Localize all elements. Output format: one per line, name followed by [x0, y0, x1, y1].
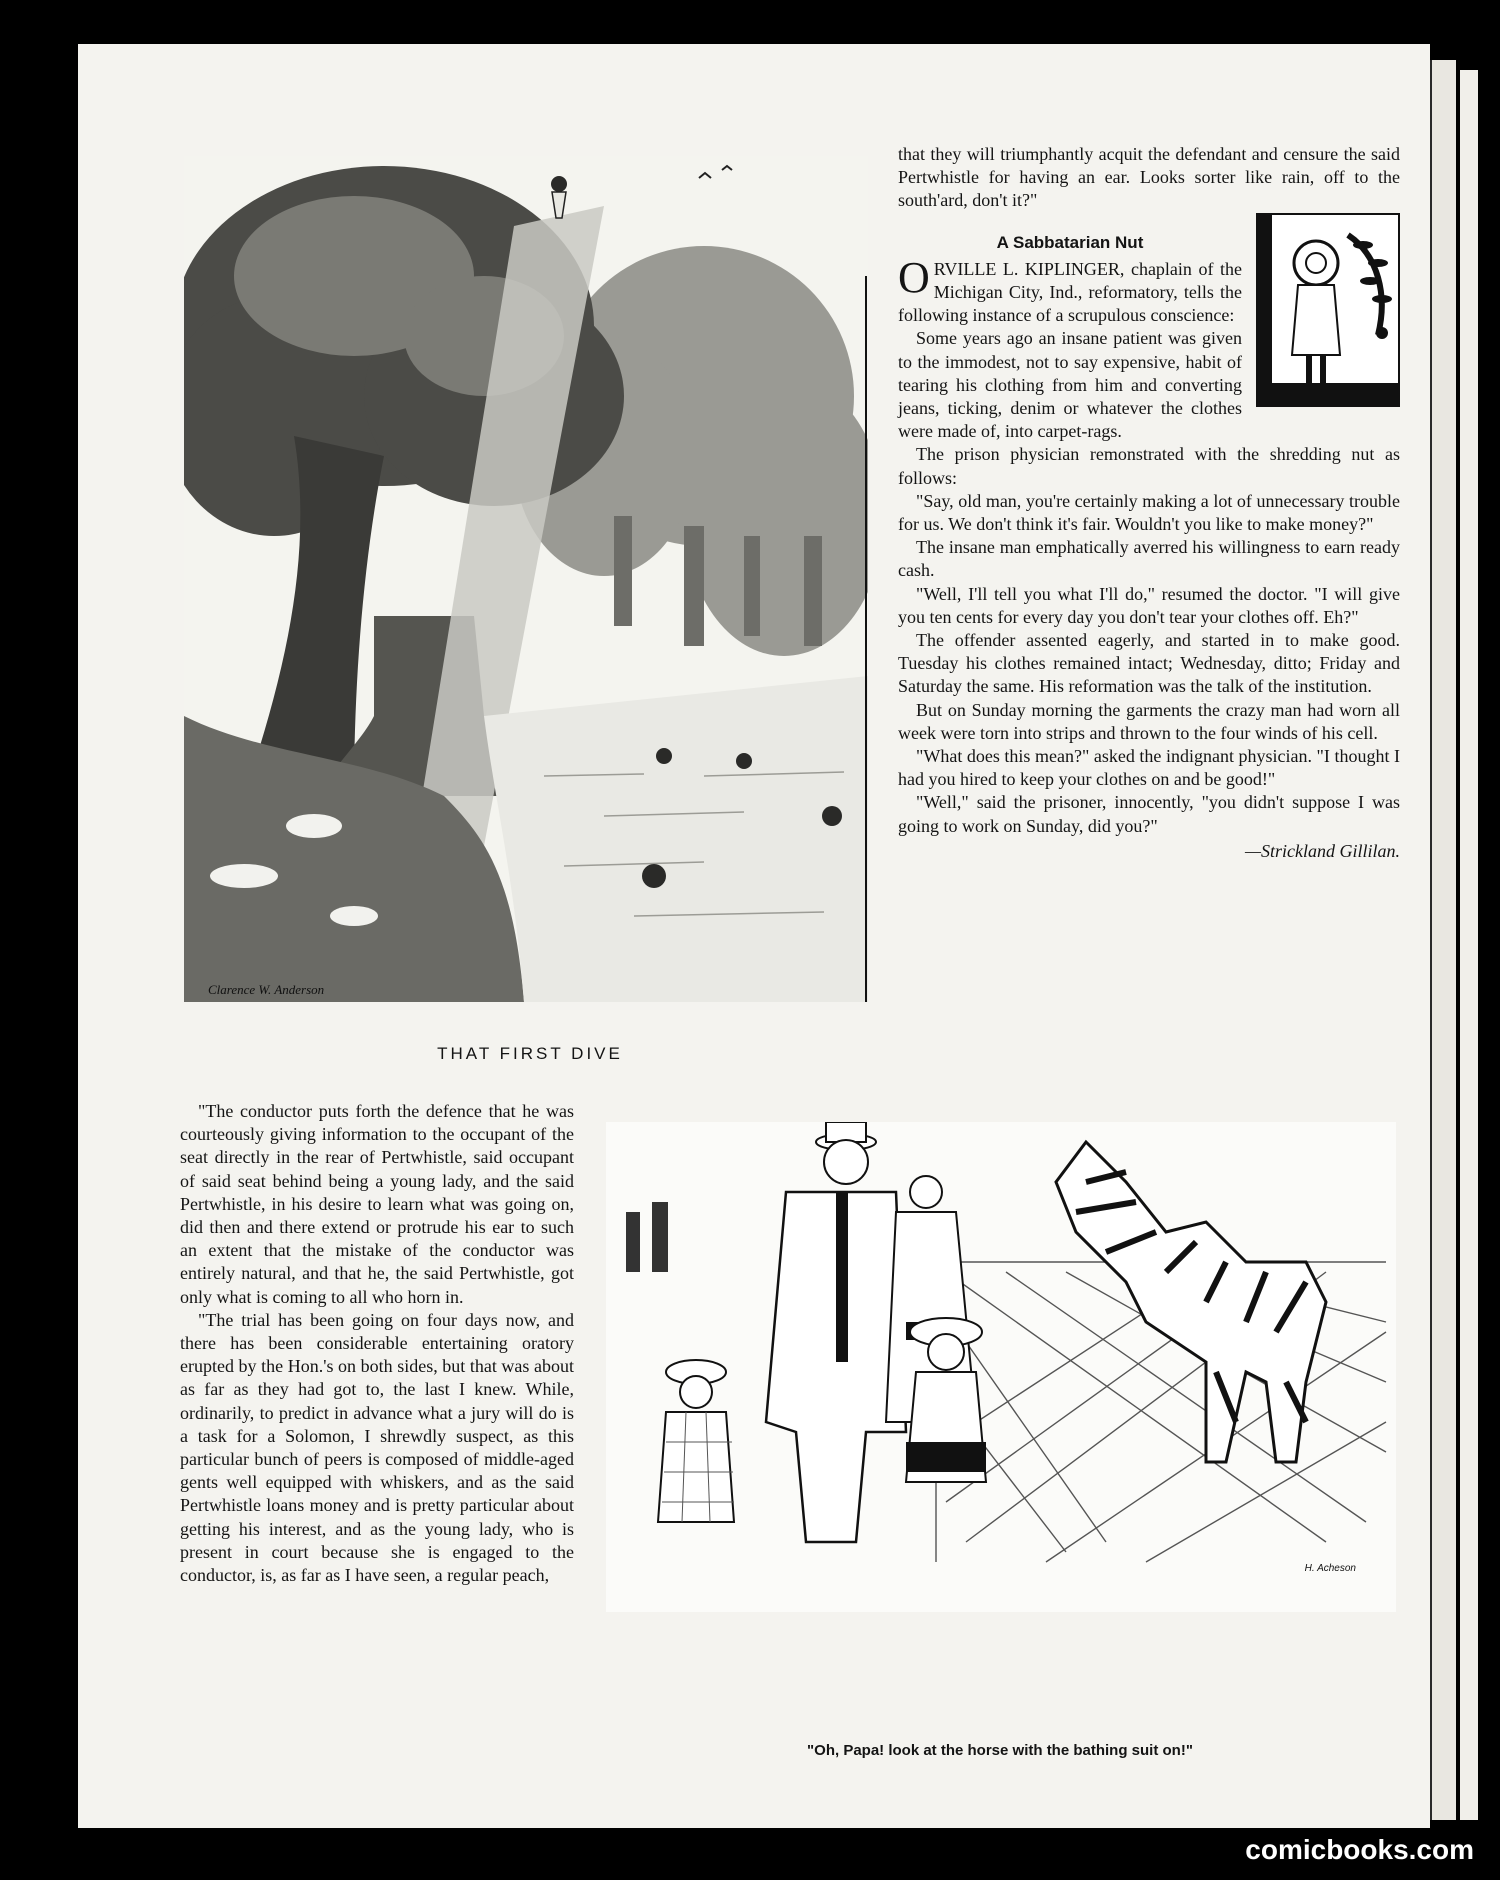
caption-that-first-dive: THAT FIRST DIVE [437, 1044, 623, 1063]
article-heading: A Sabbatarian Nut [996, 232, 1144, 252]
illustration-zebra-cartoon [606, 1122, 1396, 1612]
continued-text: that they will triumphantly acquit the defendant and censure the said Pertwhistle for having an ear. Looks sorter like rain, off to the south'ard, don't it?" [898, 144, 1400, 211]
drop-cap: O [898, 252, 930, 302]
article-paragraph: "Well," said the prisoner, innocently, "you didn't suppose I was going to work on Sunday, did you?" [898, 792, 1400, 836]
article-paragraph: ORVILLE L. KIPLINGER, chaplain of the Michigan City, Ind., reformatory, tells the following instance of a scrupulous conscience: [898, 252, 1242, 326]
article-paragraph: "The trial has been going on four days now, and there has been considerable entertaining oratory erupted by the Hon.'s on both sides, but that was about as far as they had got to, the last I knew. While, ordinarily, to predict in advance what a jury will do is a task for a Solomon, I shrewdly suspect, as this particular bunch of peers is composed of middle-aged gents well equipped with whiskers, and as the said Pertwhistle loans money and is pretty particular about getting his interest, and as the young lady, who is present in court because she is engaged to the conductor, is, as far as I have seen, a regular peach, [180, 1309, 574, 1586]
page-spine-edge [1430, 60, 1456, 1820]
article-paragraph: "The conductor puts forth the defence that he was courteously giving information to the occupant of the seat directly in the rear of Pertwhistle, said occupant of said seat behind being a young lady, and the said Pertwhistle, in his desire to learn what was going on, did then and there extend or protrude his ear to such an extent that the mistake of the conductor was entirely natural, and that he, the said Pertwhistle, got only what is coming to all who horn in. [180, 1101, 574, 1307]
article-paragraph: "Say, old man, you're certainly making a lot of unnecessary trouble for us. We don't think it's fair. Wouldn't you like to make money?" [898, 490, 1400, 535]
left-article-column [180, 1100, 574, 1587]
illustration-signature: Clarence W. Anderson [208, 982, 325, 997]
article-paragraph: "What does this mean?" asked the indignant physician. "I thought I had you hired to keep your clothes on and be good!" [898, 746, 1400, 790]
illustration-that-first-dive [184, 156, 868, 1002]
right-article-column [898, 143, 1400, 863]
cartoon-signature: H. Acheson [1304, 1563, 1356, 1574]
watermark: comicbooks.com [1245, 1834, 1474, 1865]
inset-illustration-sunflower-figure [1256, 213, 1400, 407]
author-signature: —Strickland Gillilan. [1245, 840, 1400, 861]
article-paragraph: "Well, I'll tell you what I'll do," resumed the doctor. "I will give you ten cents for every day you don't tear your clothes off. Eh?" [898, 583, 1400, 627]
next-page-edge [1460, 70, 1478, 1820]
article-paragraph: The offender assented eagerly, and started in to make good. Tuesday his clothes remained intact; Wednesday, ditto; Friday and Saturday the same. His reformation was the talk of the institution. [898, 630, 1400, 697]
article-paragraph: The prison physician remonstrated with the shredding nut as follows: [898, 444, 1400, 488]
article-paragraph: The insane man emphatically averred his willingness to earn ready cash. [898, 537, 1400, 581]
article-paragraph: Some years ago an insane patient was given to the immodest, not to say expensive, habit of tearing his clothing from him and converting jeans, ticking, denim or whatever the clothes were made of, into carpet-rags. [898, 328, 1242, 442]
caption-zebra-cartoon: "Oh, Papa! look at the horse with the bathing suit on!" [807, 1742, 1193, 1759]
article-paragraph: But on Sunday morning the garments the crazy man had worn all week were torn into strips and thrown to the four winds of his cell. [898, 699, 1400, 743]
